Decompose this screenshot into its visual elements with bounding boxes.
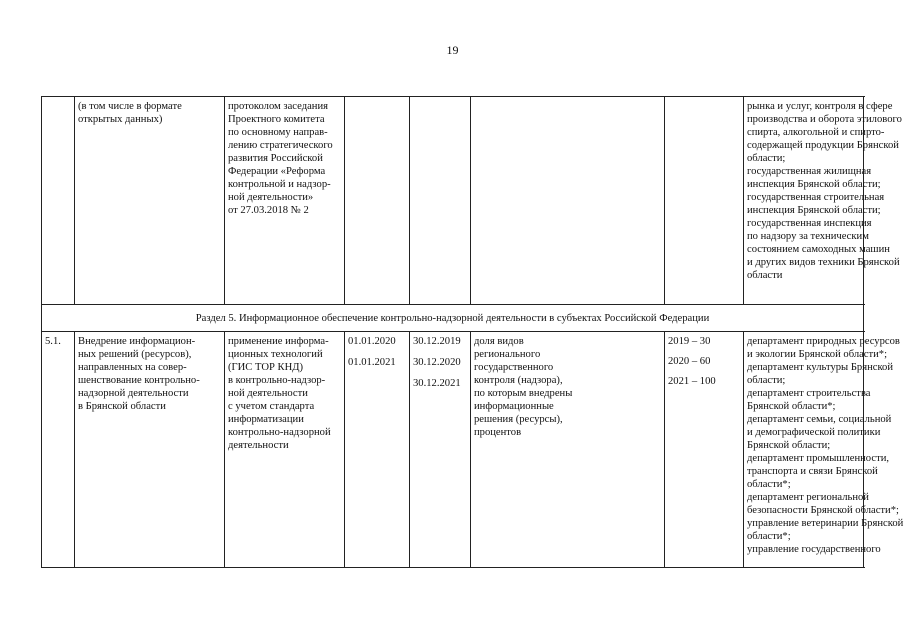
cell-responsible-continuation: рынка и услуг, контроля в сфере производства и оборота этилового спирта, алкогольной и спирто- содержащей продукции Брянской области; государственная жилищная инспекция Брянской области; государственная строительная инспекция Брянской области; государственная инспекция по надзору за техническим состоянием самоходных машин и других видов техники Брянской области <box>744 97 864 305</box>
table-row-5-1 <box>42 332 864 568</box>
row-indicator: доля видов регионального государственного контроля (надзора), по которым внедрены информационные решения (ресурсы), процентов <box>471 332 665 568</box>
section-title: Раздел 5. Информационное обеспечение контрольно-надзорной деятельности в субъектах Российской Федерации <box>42 305 864 332</box>
row-start-dates: 01.01.2020 01.01.2021 <box>345 332 410 568</box>
plan-table <box>41 96 904 568</box>
cell-indicator-empty <box>471 97 665 305</box>
section-row <box>42 305 864 332</box>
cell-number-empty <box>42 97 75 305</box>
cell-name-continuation: (в том числе в формате открытых данных) <box>75 97 225 305</box>
row-responsible: департамент природных ресурсов и экологии Брянской области*; департамент культуры Брянской области; департамент строительства Брянской области*; департамент семьи, социальной и демографической политики Брянской области; департамент промышленности, транспорта и связи Брянской области*; департамент региональной безопасности Брянской области*; управление ветеринарии Брянской области*; управление государственного <box>744 332 864 568</box>
cell-target-empty <box>665 97 744 305</box>
cell-basis-continuation: протоколом заседания Проектного комитета по основному направ- лению стратегического развития Российской Федерации «Реформа контрольной и надзор- ной деятельности» от 27.03.2018 № 2 <box>225 97 345 305</box>
page-number: 19 <box>446 43 459 57</box>
row-basis: применение информа- ционных технологий (ГИС ТОР КНД) в контрольно-надзор- ной деятельности с учетом стандарта информатизации контрольно-надзорной деятельности <box>225 332 345 568</box>
cell-start-empty <box>345 97 410 305</box>
row-targets: 2019 – 30 2020 – 60 2021 – 100 <box>665 332 744 568</box>
row-end-dates: 30.12.2019 30.12.2020 30.12.2021 <box>410 332 471 568</box>
cell-end-empty <box>410 97 471 305</box>
table-row-continuation <box>42 97 864 305</box>
row-number: 5.1. <box>42 332 75 568</box>
row-name: Внедрение информацион- ных решений (ресурсов), направленных на совер- шенствование контрольно- надзорной деятельности в Брянской области <box>75 332 225 568</box>
